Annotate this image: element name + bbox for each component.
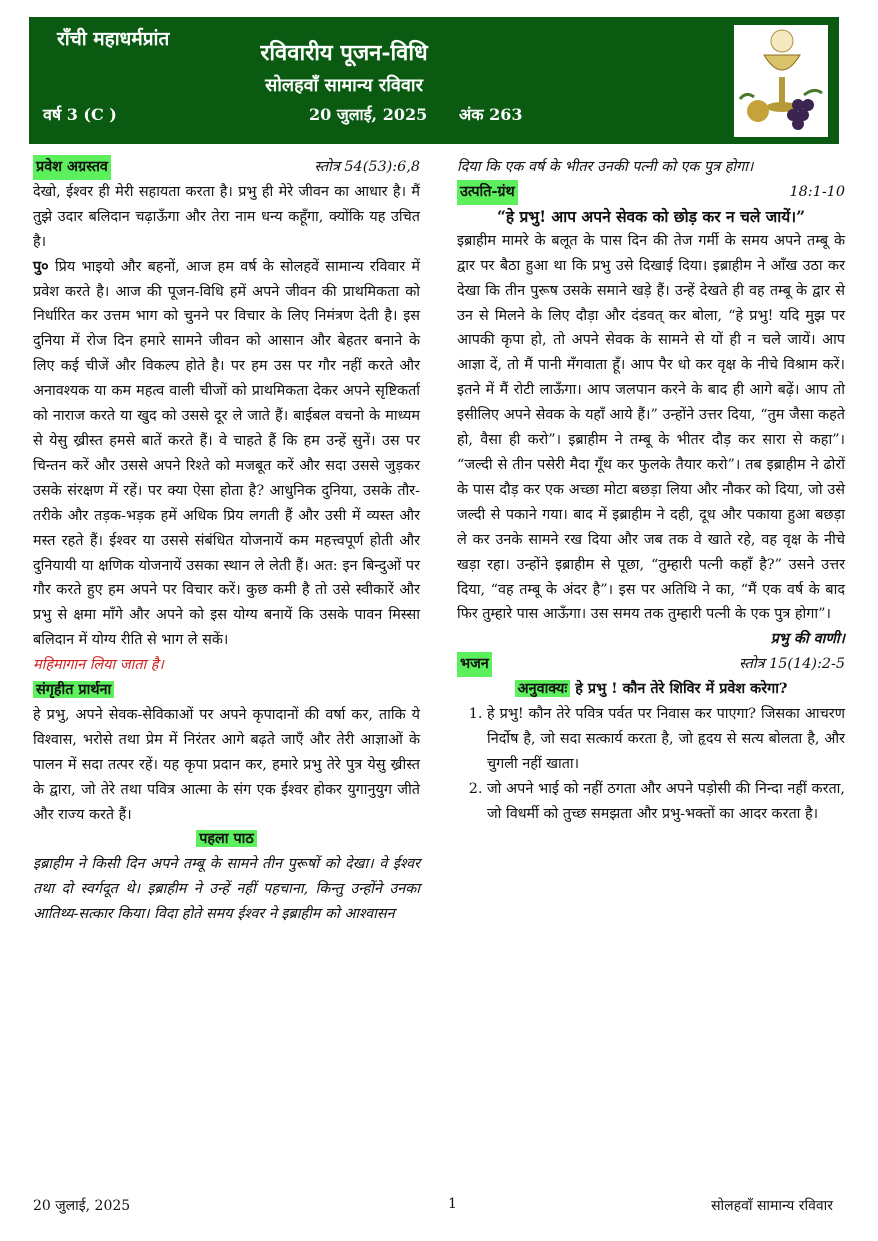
collect-text: हे प्रभु, अपने सेवक-सेविकाओं पर अपने कृपादानों की वर्षा कर, ताकि ये विश्वास, भरोसे तथा प्रेम में निरंतर आगे बढ़ते जाएँ और तेरी आज्ञाओं के पालन में सदा तत्पर रहें। यह कृपा प्रदान कर, हमारे प्रभु तेरे पुत्र येसु ख्रीस्त के द्वारा, जो तेरे तथा पवित्र आत्मा के संग एक ईश्वर होकर युगानुयुग जीते और राज्य करते हैं। (33, 706, 420, 823)
genesis-text: इब्राहीम मामरे के बलूत के पास दिन की तेज गर्मी के समय अपने तम्बू के द्वार पर बैठा हुआ था कि प्रभु उसे दिखाई दिया। इब्राहीम ने आँख उठा कर देखा कि तीन पुरूष उसके समाने खड़े हैं। उन्हें देखते ही वह तम्बू के द्वार से उन से मिलने के लिए दौड़ा और दंडवत् कर बोला, “हे प्रभु! यदि मुझ पर आपकी कृपा हो, तो अपने सेवक के सामने से यों ही न चले जायें। आप आज्ञा दें, तो मैं पानी मँगवाता हूँ। आप पैर धो कर वृक्ष के नीचे विश्राम करें। इतने में मैं रोटी लाऊँगा। आप जलपान करने के बाद ही आगे बढ़ें। आप तो इसीलिए अपने सेवक के यहाँ आये हैं।” उन्होंने उत्तर दिया, “तुम जैसा कहते हो, वैसा ही करो”। इब्राहीम ने तम्बू के भीतर दौड़ कर सारा से कहा”। “जल्दी से तीन पसेरी मैदा गूँथ कर फुलके तैयार करो”। तब इब्राहीम ने ढोरों के पास दौड़ कर एक अच्छा मोटा बछड़ा लिया और नौकर को दिया, जो उसे जल्दी से पकाने गया। बाद में इब्राहीम ने दही, दूध और पकाया हुआ बछड़ा ले कर उनके सामने रख दिया और जब तक वे खाते रहे, वह वृक्ष के नीचे खड़ा रहा। उन्होंने इब्राहीम से पूछा, “तुम्हारी पत्नी कहाँ है?” उसने उत्तर दिया, “वह तम्बू के अंदर है”। इस पर अतिथि ने का, “मैं एक वर्ष के बाद फिर तुम्हारे पास आऊँगा। उस समय तक तुम्हारी पत्नी के एक पुत्र होगा”। (457, 232, 845, 623)
year-label: वर्ष 3 (C ) (43, 105, 117, 124)
priest-text: प्रिय भाइयो और बहनों, आज हम वर्ष के सोलहवें सामान्य रविवार में प्रवेश करते है। आज की पूजन-विधि हमें अपने जीवन की प्राथमिकता को निर्धारित कर उत्तम भाग को चुनने पर विचार के लिए निमंत्रण देती है। इस दुनिया में रोज दिन हमारे सामने जीवन को आसान और बेहतर बनाने के लिए कई चीजें और विकल्प होते है। पर हम उस पर गौर नहीं करते और अनावश्यक या कम महत्व वाली चीजों को प्राथमिकता देकर अपने सृष्टिकर्ता को नाराज करते या खुद को उससे दूर ले जाते हैं। बाईबल वचनो के माध्यम से येसु ख्रीस्त हमसे बातें करते हैं। वे चाहते हैं कि हम उन्हें सुनें। उस पर चिन्तन करें और उससे अपने रिश्ते को मजबूत करें और सदा उससे जुड़कर उसके संरक्षण में रहें। पर क्या ऐसा होता है? आधुनिक दुनिया, उसके तौर-तरीके और तड़क-भड़क हमें अधिक प्रिय लगती हैं और उसी में व्यस्त और मस्त रहते हैं। ईश्वर या उससे संबंधित योजनायें कम महत्त्वपूर्ण होती और दुनियायी या क्षणिक योजनायें उसका स्थान ले लेती हैं। अत: इन बिन्दुओं पर गौर करते हुए हम अपने पर विचार करें। कुछ कमी है तो उसे स्वीकारें और प्रभु से क्षमा माँगे और अपने को इस योग्य बनायें कि उसके पावन मिस्सा बलिदान में योग्य रीति से भाग ले सकें। (33, 258, 420, 649)
word-of-lord: प्रभु की वाणी। (770, 630, 845, 648)
header-date: 20 जुलाई, 2025 (309, 105, 428, 124)
left-column (33, 155, 420, 927)
genesis-header (457, 180, 845, 205)
gloria-note: महिमागान लिया जाता है। (33, 657, 164, 674)
right-column (457, 155, 845, 827)
first-reading-heading: पहला पाठ (196, 830, 257, 847)
issue-number: अंक 263 (459, 105, 523, 124)
header-banner (29, 17, 839, 144)
response-label: अनुवाक्यः (515, 680, 571, 697)
psalm-heading: भजन (457, 652, 492, 677)
page-number: 1 (448, 1196, 457, 1212)
response-text: हे प्रभु ! कौन तेरे शिविर में प्रवेश करेगा? (570, 680, 788, 698)
entrance-text: देखो, ईश्वर ही मेरी सहायता करता है। प्रभु ही मेरे जीवन का आधार है। मैं तुझे उदार बलिदान चढ़ाऊँगा और तेरा नाम धन्य कहूँगा, क्योंकि यह उचित है। (33, 183, 420, 250)
genesis-title: “हे प्रभु! आप अपने सेवक को छोड़ कर न चले जायें।” (496, 206, 806, 226)
psalm-header (457, 652, 845, 677)
organization-name: राँची महाधर्मप्रांत (57, 28, 170, 50)
psalm-response (457, 677, 845, 702)
genesis-reference: 18:1-10 (789, 183, 845, 200)
psalm-verses (457, 702, 845, 827)
page-title: रविवारीय पूजन-विधि (260, 40, 428, 66)
collect-heading: संगृहीत प्रार्थना (33, 681, 114, 698)
collect-header (33, 678, 420, 703)
footer-sunday: सोलहवाँ सामान्य रविवार (711, 1198, 833, 1214)
footer-date: 20 जुलाई, 2025 (33, 1198, 131, 1214)
psalm-verse: 1. हे प्रभु! कौन तेरे पवित्र पर्वत पर निवास कर पाएगा? जिसका आचरण निर्दोष है, जो सदा सत्कार्य करता है, जो हृदय से सत्य बोलता है, और चुगली नहीं खाता। (487, 702, 845, 777)
priest-label: पु० (33, 257, 49, 275)
entrance-reference: स्तोत्र 54(53):6,8 (314, 159, 420, 175)
intro-continuation: दिया कि एक वर्ष के भीतर उनकी पत्नी को एक पुत्र होगा। (457, 159, 754, 175)
genesis-heading: उत्पति-ग्रंथ (457, 180, 518, 205)
first-reading-intro: इब्राहीम ने किसी दिन अपने तम्बू के सामने तीन पुरूषों को देखा। वे ईश्वर तथा दो स्वर्गदूत थे। इब्राहीम ने उन्हें नहीं पहचाना, किन्तु उन्होंने उनका आतिथ्य-सत्कार किया। विदा होते समय ईश्वर ने इब्राहीम को आश्वासन (33, 856, 420, 923)
priest-introduction (33, 255, 420, 654)
entrance-heading: प्रवेश अग्रस्तव (33, 155, 111, 180)
first-reading-header (33, 827, 420, 852)
page-subtitle: सोलहवाँ सामान्य रविवार (265, 75, 423, 96)
entrance-antiphon-header (33, 155, 420, 180)
chalice-logo-image (734, 25, 828, 137)
psalm-verse: 2. जो अपने भाई को नहीं ठगता और अपने पड़ोसी की निन्दा नहीं करता, जो विधर्मी को तुच्छ समझता और प्रभु-भक्तों का आदर करता है। (487, 777, 845, 827)
psalm-reference: स्तोत्र 15(14):2-5 (739, 656, 845, 673)
